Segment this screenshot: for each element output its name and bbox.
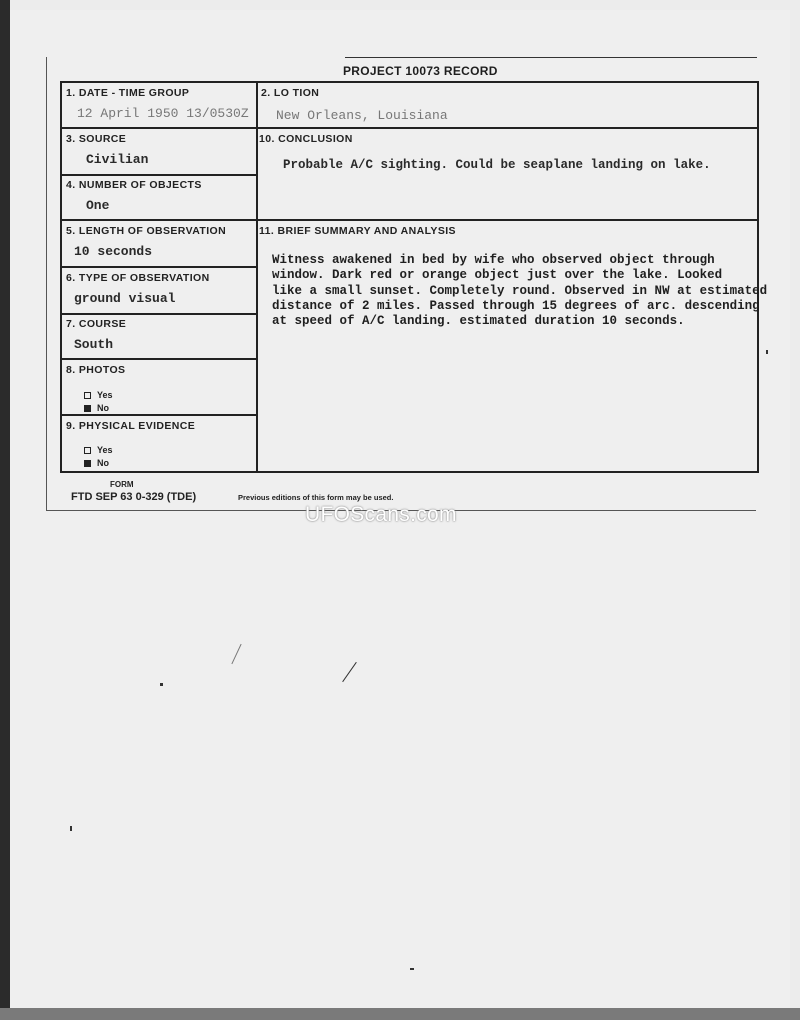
summary-text (272, 253, 787, 329)
form-id: FTD SEP 63 0-329 (TDE) (71, 491, 197, 503)
checkbox-icon (84, 392, 91, 399)
scan-speck (410, 968, 414, 970)
outer-border-left (46, 57, 47, 510)
checked-box-icon (84, 460, 91, 467)
course-label: 7. COURSE (66, 318, 127, 330)
summary-line: window. Dark red or orange object just over the lake. Looked (272, 268, 723, 283)
scan-speck (160, 683, 163, 686)
scan-speck (70, 826, 72, 831)
record-title: PROJECT 10073 RECORD (343, 64, 498, 78)
header-rule (345, 57, 757, 58)
date-time-group-label: 1. DATE - TIME GROUP (66, 87, 190, 99)
photos-label: 8. PHOTOS (66, 364, 126, 376)
evidence-no-label: No (97, 458, 109, 468)
form-word: FORM (110, 480, 134, 489)
summary-line: like a small sunset. Completely round. Observed in NW at estimated (272, 283, 768, 298)
type-of-observation-label: 6. TYPE OF OBSERVATION (66, 272, 210, 284)
summary-label: 11. BRIEF SUMMARY AND ANALYSIS (259, 225, 456, 237)
evidence-yes-label: Yes (97, 445, 113, 455)
checked-box-icon (84, 405, 91, 412)
evidence-yes-checkbox (84, 445, 113, 455)
row-divider (62, 358, 257, 360)
scan-edge-bottom (0, 1008, 800, 1020)
length-of-observation-value: 10 seconds (74, 244, 153, 259)
photos-no-label: No (97, 403, 109, 413)
photos-no-checkbox (84, 403, 109, 413)
conclusion-label: 10. CONCLUSION (259, 133, 353, 145)
scan-speck (766, 350, 768, 354)
location-label: 2. LO TION (261, 87, 320, 99)
conclusion-value: Probable A/C sighting. Could be seaplane landing on lake. (283, 158, 711, 172)
summary-line: at speed of A/C landing. estimated duration 10 seconds. (272, 314, 685, 329)
watermark: UFOScans.com (305, 503, 457, 526)
date-time-group-value: 12 April 1950 13/0530Z (77, 106, 249, 121)
row-divider (62, 313, 257, 315)
row-divider (62, 127, 759, 129)
form-note: Previous editions of this form may be used. (238, 493, 394, 502)
source-value: Civilian (86, 152, 149, 167)
evidence-no-checkbox (84, 458, 109, 468)
number-of-objects-value: One (86, 198, 110, 213)
number-of-objects-label: 4. NUMBER OF OBJECTS (66, 179, 202, 191)
length-of-observation-label: 5. LENGTH OF OBSERVATION (66, 225, 227, 237)
row-divider (62, 219, 759, 221)
physical-evidence-label: 9. PHYSICAL EVIDENCE (66, 420, 196, 432)
scan-edge-left (0, 0, 10, 1020)
summary-line: Witness awakened in bed by wife who observed object through (272, 253, 715, 267)
summary-line: distance of 2 miles. Passed through 15 degrees of arc. descending (272, 298, 760, 313)
row-divider (62, 266, 257, 268)
column-divider (256, 83, 258, 471)
checkbox-icon (84, 447, 91, 454)
photos-yes-checkbox (84, 390, 113, 400)
row-divider (62, 414, 257, 416)
row-divider (62, 174, 257, 176)
photos-yes-label: Yes (97, 390, 113, 400)
location-value: New Orleans, Louisiana (276, 108, 448, 123)
type-of-observation-value: ground visual (74, 291, 176, 306)
source-label: 3. SOURCE (66, 133, 127, 145)
course-value: South (74, 337, 114, 352)
